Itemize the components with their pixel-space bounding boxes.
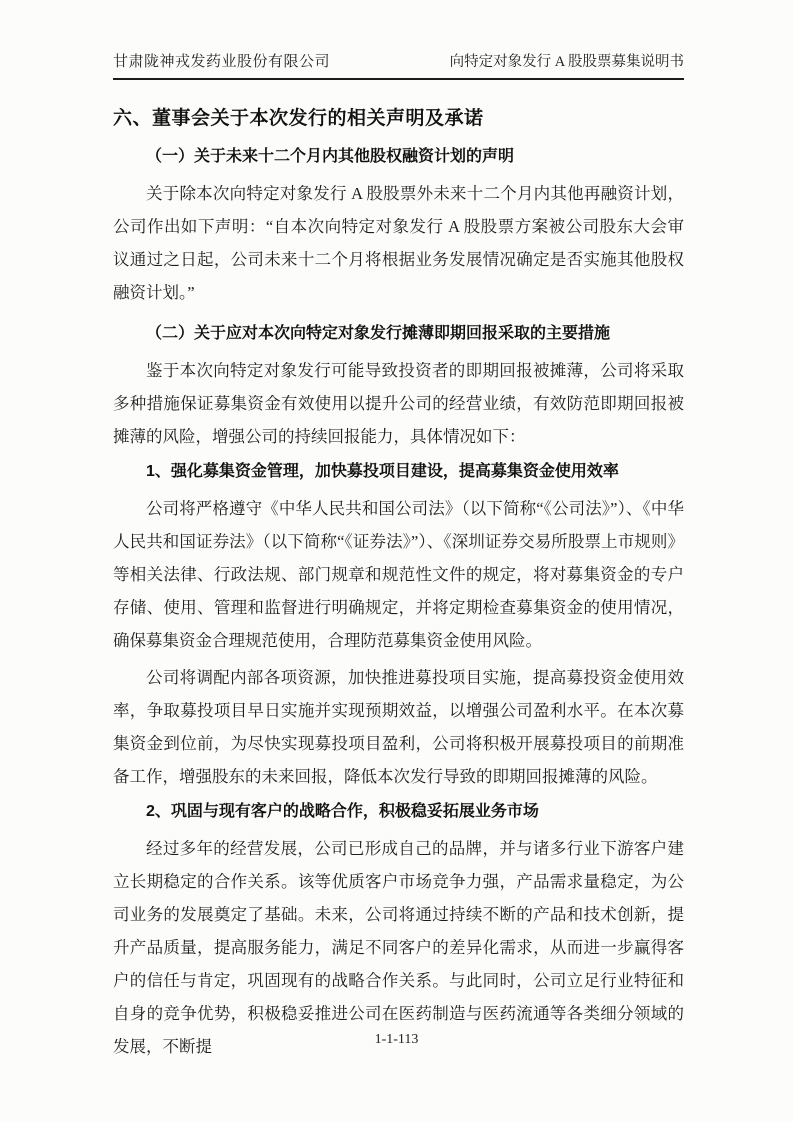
page-header (113, 0, 684, 80)
header-company-name: 甘肃陇神戎发药业股份有限公司 (113, 54, 331, 70)
paragraph-fund-deployment: 公司将调配内部各项资源，加快推进募投项目实施，提高募投资金使用效率，争取募投项目早日实施并实现预期效益，以增强公司盈利水平。在本次募集资金到位前，为尽快实现募投项目盈利，公司将积极开展募投项目的前期准备工作，增强股东的未来回报，降低本次发行导致的即期回报摊薄的风险。 (113, 668, 684, 786)
section-heading-1: （一）关于未来十二个月内其他股权融资计划的声明 (146, 148, 515, 165)
section-heading-2: （二）关于应对本次向特定对象发行摊薄即期回报采取的主要措施 (146, 325, 611, 342)
header-document-name: 向特定对象发行 A 股股票募集说明书 (449, 54, 684, 70)
subsection-heading-1: 1、强化募集资金管理，加快募投项目建设，提高募集资金使用效率 (146, 463, 619, 480)
paragraph-customer-cooperation: 经过多年的经营发展，公司已形成自己的品牌，并与诸多行业下游客户建立长期稳定的合作关系。该等优质客户市场竞争力强，产品需求量稳定，为公司业务的发展奠定了基础。未来，公司将通过持续不断的产品和技术创新，提升产品质量，提高服务能力，满足不同客户的差异化需求，从而进一步赢得客户的信任与肯定，巩固现有的战略合作关系。与此同时，公司立足行业特征和自身的竞争优势，积极稳妥推进公司在医药制造与医药流通等各类细分领域的发展，不断提 (113, 839, 684, 1056)
paragraph-fund-management-compliance: 公司将严格遵守《中华人民共和国公司法》（以下简称“《公司法》”）、《中华人民共和国证券法》（以下简称“《证券法》”）、《深圳证券交易所股票上市规则》等相关法律、行政法规、部门规章和规范性文件的规定，将对募集资金的专户存储、使用、管理和监督进行明确规定，并将定期检查募集资金的使用情况，确保募集资金合理规范使用，合理防范募集资金使用风险。 (113, 499, 684, 650)
document-body (113, 106, 684, 1063)
page-title: 六、董事会关于本次发行的相关声明及承诺 (113, 108, 484, 129)
page-number: 1-1-113 (374, 1032, 419, 1047)
paragraph-dilution-measures-intro: 鉴于本次向特定对象发行可能导致投资者的即期回报被摊薄，公司将采取多种措施保证募集资金有效使用以提升公司的经营业绩，有效防范即期回报被摊薄的风险，增强公司的持续回报能力，具体情况如下： (113, 361, 684, 446)
paragraph-future-financing-statement: 关于除本次向特定对象发行 A 股股票外未来十二个月内其他再融资计划，公司作出如下声明：“自本次向特定对象发行 A 股股票方案被公司股东大会审议通过之日起，公司未来十二个月将根据业务发展情况确定是否实施其他股权融资计划。” (113, 184, 684, 302)
page-footer (0, 1032, 793, 1048)
subsection-heading-2: 2、巩固与现有客户的战略合作，积极稳妥拓展业务市场 (146, 803, 539, 820)
